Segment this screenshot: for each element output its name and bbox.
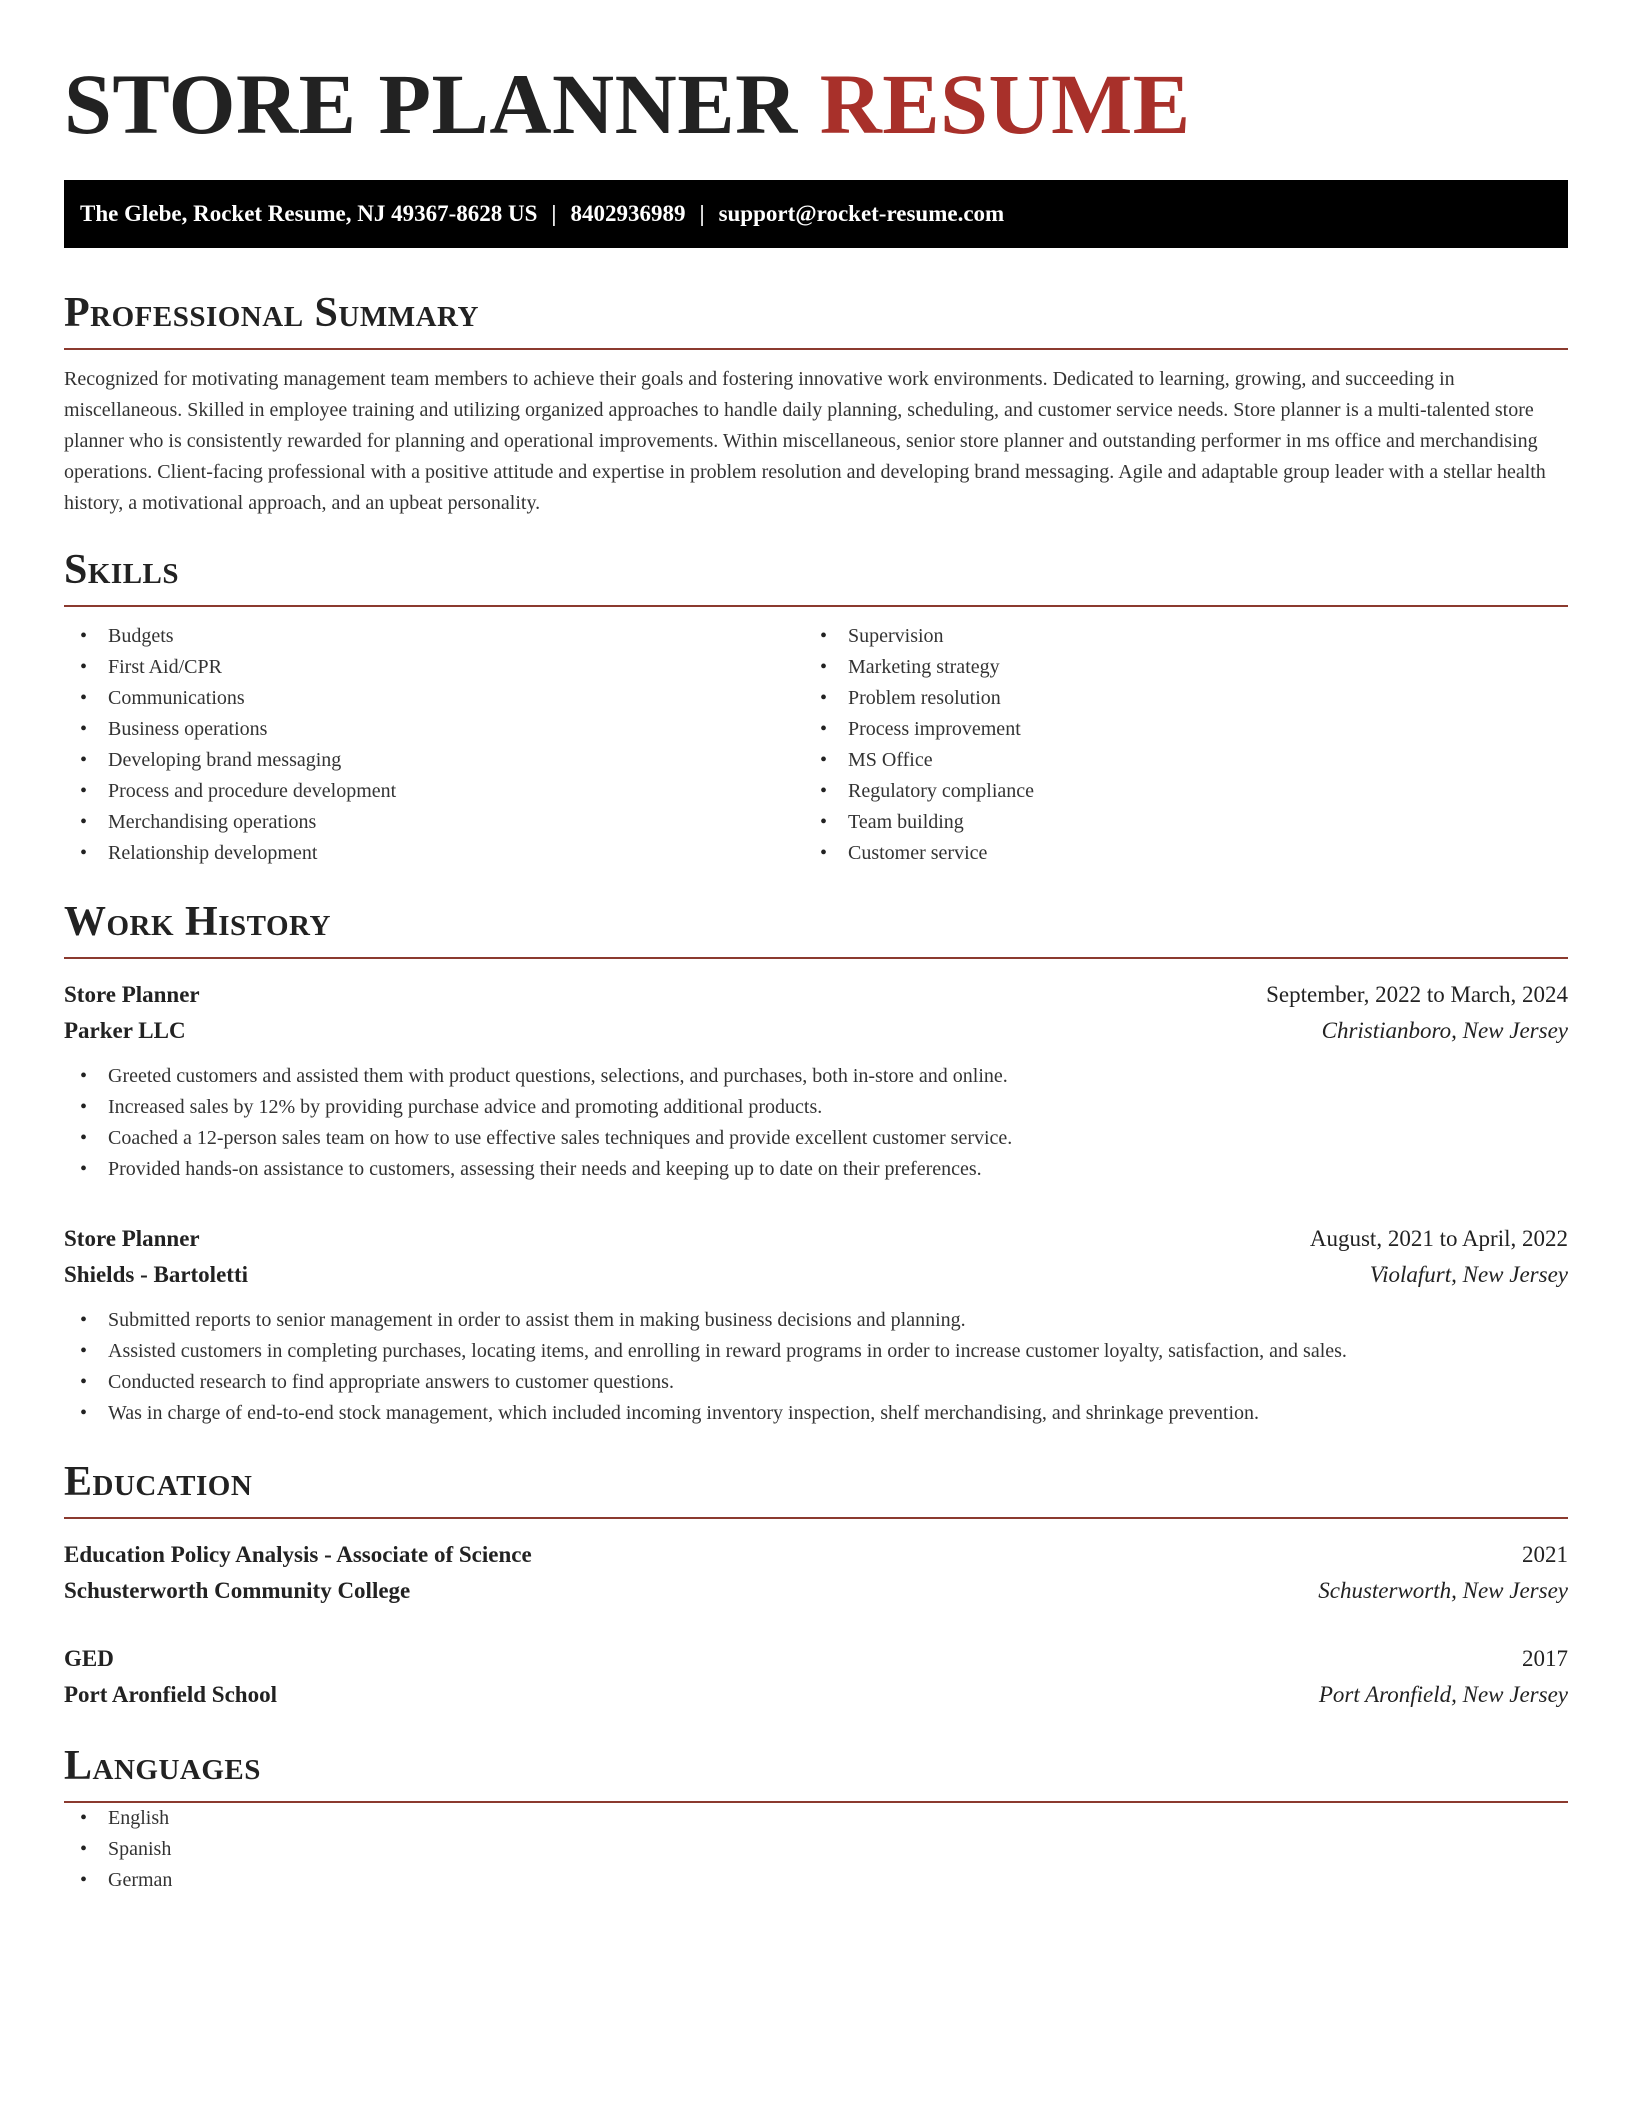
summary-text: Recognized for motivating management team members to achieve their goals and fostering innovative work environments. Dedicated to learning, growing, and succeeding in miscellaneous. Skilled in employee training and utilizing organized approaches to handle daily planning, scheduling, and customer service needs. Store planner is a multi-talented store planner who is consistently rewarded for planning and operational improvements. Within miscellaneous, senior store planner and outstanding performer in ms office and merchandising operations. Client-facing professional with a positive attitude and expertise in problem resolution and developing brand messaging. Agile and adaptable group leader with a stellar health history, a motivational approach, and an upbeat personality. bbox=[64, 368, 1546, 514]
section-heading-languages: Languages bbox=[64, 1743, 1568, 1803]
education-entry bbox=[64, 1537, 1568, 1609]
language-item: • English bbox=[64, 1803, 1568, 1834]
section-heading-education: Education bbox=[64, 1459, 1568, 1519]
job-title: Store Planner bbox=[64, 982, 200, 1007]
skill-item: • Developing brand messaging bbox=[64, 745, 804, 776]
skill-item: • MS Office bbox=[804, 745, 1544, 776]
job-title-row bbox=[64, 977, 1568, 1013]
job-title-row bbox=[64, 1221, 1568, 1257]
section-summary bbox=[64, 290, 1568, 519]
job-bullet: • Greeted customers and assisted them with product questions, selections, and purchases, both in-store and online. bbox=[64, 1061, 1568, 1092]
skill-item: • Process and procedure development bbox=[64, 776, 804, 807]
job-bullet: • Provided hands-on assistance to customers, assessing their needs and keeping up to date on their preferences. bbox=[64, 1154, 1568, 1185]
section-heading-summary: Professional Summary bbox=[64, 290, 1568, 350]
job-dates: September, 2022 to March, 2024 bbox=[1266, 982, 1568, 1007]
education-year: 2021 bbox=[1522, 1542, 1568, 1567]
skill-item: • Team building bbox=[804, 807, 1544, 838]
education-school-row bbox=[64, 1573, 1568, 1609]
skill-item: • Process improvement bbox=[804, 714, 1544, 745]
education-location: Port Aronfield, New Jersey bbox=[1318, 1682, 1568, 1707]
job-company: Shields - Bartoletti bbox=[64, 1262, 248, 1287]
skill-item: • Communications bbox=[64, 683, 804, 714]
title-main: STORE PLANNER bbox=[64, 56, 798, 152]
section-work-history bbox=[64, 899, 1568, 1429]
job-company-row bbox=[64, 1257, 1568, 1293]
job-entry bbox=[64, 1221, 1568, 1429]
skills-column-right bbox=[804, 621, 1544, 869]
job-company: Parker LLC bbox=[64, 1018, 186, 1043]
education-year: 2017 bbox=[1522, 1646, 1568, 1671]
education-school: Schusterworth Community College bbox=[64, 1578, 411, 1603]
education-degree-row bbox=[64, 1537, 1568, 1573]
resume-page bbox=[64, 0, 1568, 1896]
job-bullet: • Submitted reports to senior management in order to assist them in making business decisions and planning. bbox=[64, 1305, 1568, 1336]
section-languages bbox=[64, 1743, 1568, 1896]
education-school-row bbox=[64, 1677, 1568, 1713]
skill-item: • Business operations bbox=[64, 714, 804, 745]
contact-address: The Glebe, Rocket Resume, NJ 49367-8628 US bbox=[80, 201, 538, 226]
job-bullet: • Conducted research to find appropriate answers to customer questions. bbox=[64, 1367, 1568, 1398]
job-location: Violafurt, New Jersey bbox=[1369, 1262, 1568, 1287]
skill-item: • Merchandising operations bbox=[64, 807, 804, 838]
section-education bbox=[64, 1459, 1568, 1713]
education-degree-row bbox=[64, 1641, 1568, 1677]
education-entry bbox=[64, 1641, 1568, 1713]
education-degree: GED bbox=[64, 1646, 114, 1671]
job-bullets bbox=[64, 1061, 1568, 1185]
language-item: • German bbox=[64, 1865, 1568, 1896]
section-heading-work-history: Work History bbox=[64, 899, 1568, 959]
job-company-row bbox=[64, 1013, 1568, 1049]
job-bullet: • Was in charge of end-to-end stock management, which included incoming inventory inspection, shelf merchandising, and shrinkage prevention. bbox=[64, 1398, 1568, 1429]
contact-separator: | bbox=[551, 201, 557, 226]
section-skills bbox=[64, 547, 1568, 869]
job-entry bbox=[64, 977, 1568, 1185]
job-bullet: • Coached a 12-person sales team on how to use effective sales techniques and provide excellent customer service. bbox=[64, 1123, 1568, 1154]
resume-title bbox=[64, 56, 1568, 152]
title-accent: RESUME bbox=[819, 56, 1191, 152]
contact-phone[interactable]: 8402936989 bbox=[570, 201, 686, 226]
contact-email[interactable]: support@rocket-resume.com bbox=[718, 201, 1005, 226]
job-bullet: • Increased sales by 12% by providing purchase advice and promoting additional products. bbox=[64, 1092, 1568, 1123]
skill-item: • Budgets bbox=[64, 621, 804, 652]
job-title: Store Planner bbox=[64, 1226, 200, 1251]
job-location: Christianboro, New Jersey bbox=[1321, 1018, 1568, 1043]
job-dates: August, 2021 to April, 2022 bbox=[1309, 1226, 1568, 1251]
languages-list bbox=[64, 1803, 1568, 1896]
education-school: Port Aronfield School bbox=[64, 1682, 277, 1707]
section-heading-skills: Skills bbox=[64, 547, 1568, 607]
education-degree: Education Policy Analysis - Associate of Science bbox=[64, 1542, 532, 1567]
skill-item: • Regulatory compliance bbox=[804, 776, 1544, 807]
job-bullet: • Assisted customers in completing purchases, locating items, and enrolling in reward programs in order to increase customer loyalty, satisfaction, and sales. bbox=[64, 1336, 1568, 1367]
contact-separator: | bbox=[699, 201, 705, 226]
skill-item: • Customer service bbox=[804, 838, 1544, 869]
skills-columns bbox=[64, 621, 1568, 869]
skills-column-left bbox=[64, 621, 804, 869]
skill-item: • Supervision bbox=[804, 621, 1544, 652]
skill-item: • Relationship development bbox=[64, 838, 804, 869]
skill-item: • Problem resolution bbox=[804, 683, 1544, 714]
job-bullets bbox=[64, 1305, 1568, 1429]
contact-bar bbox=[64, 180, 1568, 248]
language-item: • Spanish bbox=[64, 1834, 1568, 1865]
skills-list-left bbox=[64, 621, 804, 869]
skills-list-right bbox=[804, 621, 1544, 869]
education-location: Schusterworth, New Jersey bbox=[1318, 1578, 1568, 1603]
skill-item: • First Aid/CPR bbox=[64, 652, 804, 683]
skill-item: • Marketing strategy bbox=[804, 652, 1544, 683]
